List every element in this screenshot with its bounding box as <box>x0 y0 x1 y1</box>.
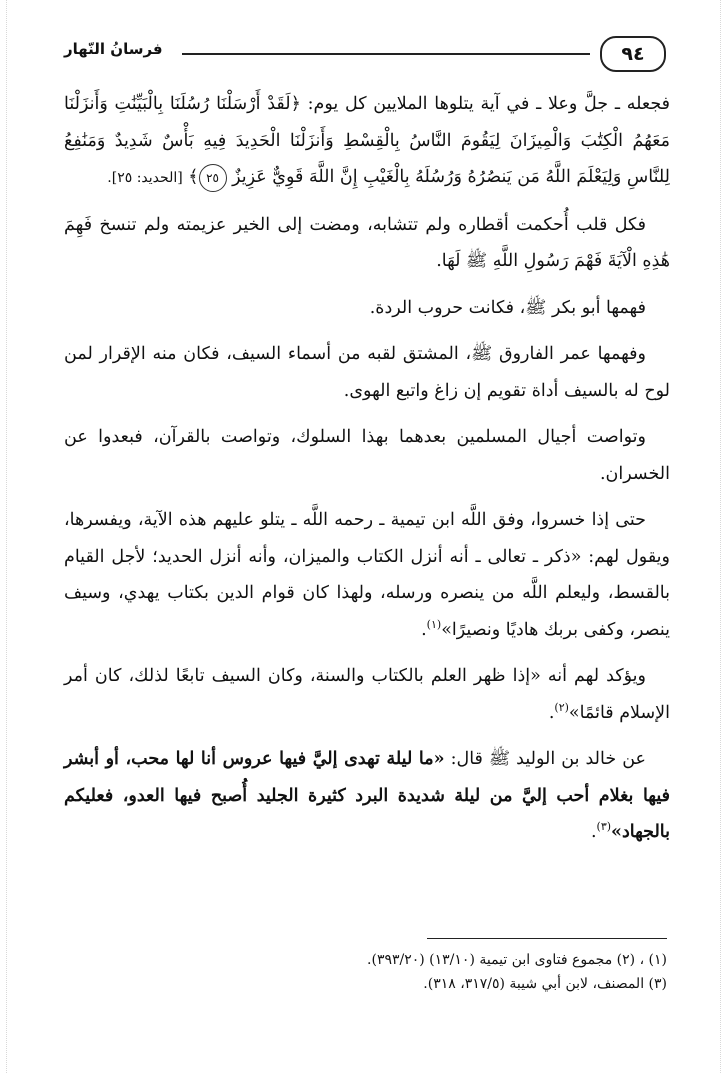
footnotes <box>67 948 667 996</box>
footnote-2: (٣) المصنف، لابن أبي شيبة (٣١٧/٥، ٣١٨). <box>423 976 667 992</box>
paragraph-1-intro: فجعله ـ جلَّ وعلا ـ في آية يتلوها الملايين كل يوم: <box>300 94 670 114</box>
paragraph-4: وفهمها عمر الفاروق ﷺ، المشتق لقبه من أسماء السيف، فكان منه الإقرار لمن لوح له بالسيف أداة تقويم إن زاغ واتبع الهوى. <box>64 344 670 401</box>
page-number-badge <box>600 36 666 72</box>
paragraph-2-text: فكل قلب أُحكمت أقطاره ولم تتشابه، ومضت إلى الخير عزيمته ولم تنسخ <box>92 214 646 235</box>
paragraph-6-text: حتى إذا خسروا، وفق اللَّه ابن تيمية ـ رحمه اللَّه ـ يتلو عليهم هذه الآية، ويفسرها، ويقول لهم: «ذكر ـ تعالى ـ أنه أنزل الكتاب والميزان، وأنه أنزل الحديد؛ لأجل القيام بالقسط، وليعلم اللَّه من ينصره ورسله، ولهذا كان قوام الدين بكتاب يهدي، وسيف ينصر، وكفى بربك هاديًا ونصيرًا» <box>64 510 670 640</box>
page-body <box>64 86 670 861</box>
book-title: فرسانُ النّهار <box>64 40 163 58</box>
paragraph-3: فهمها أبو بكر ﷺ، فكانت حروب الردة. <box>369 297 646 318</box>
footnote-marker-1: (١) <box>426 617 442 631</box>
paragraph-5: وتواصت أجيال المسلمين بعدهما بهذا السلوك، وتواصت بالقرآن، فبعدوا عن الخسران. <box>64 427 670 484</box>
footnote-marker-3: (٣) <box>596 820 612 834</box>
paragraph-8-intro: عن خالد بن الوليد ﷺ قال: <box>444 749 646 769</box>
header-rule <box>182 53 590 55</box>
paragraph-1 <box>64 86 670 197</box>
paragraph-7-text: ويؤكد لهم أنه «إذا ظهر العلم بالكتاب والسنة، وكان السيف تابعًا لذلك، كان أمر الإسلام قائمًا» <box>64 666 670 723</box>
left-page-edge <box>6 0 7 1073</box>
footnote-1: (١) ، (٢) مجموع فتاوى ابن تيمية (١٣/١٠) (٣٩٣/٢٠). <box>367 952 667 968</box>
paragraph-2 <box>64 207 670 280</box>
paragraph-7: ويؤكد لهم أنه «إذا ظهر العلم بالكتاب والسنة، وكان السيف تابعًا لذلك، كان أمر الإسلام قائمًا»$^{(٢)}$. <box>64 666 670 723</box>
paragraph-8 <box>64 741 670 851</box>
verse-reference: [الحديد: ٢٥]. <box>107 170 183 186</box>
footnote-rule <box>427 938 667 939</box>
quran-close-bracket: ﴾ <box>188 167 199 187</box>
quran-verse: ﴿لَقَدْ أَرْسَلْنَا رُسُلَنَا بِالْبَيِّنَٰتِ وَأَنزَلْنَا مَعَهُمُ الْكِتَٰبَ وَالْمِيزَانَ لِيَقُومَ النَّاسُ بِالْقِسْطِ وَأَنزَلْنَا الْحَدِيدَ فِيهِ بَأْسٌ شَدِيدٌ وَمَنَٰفِعُ لِلنَّاسِ وَلِيَعْلَمَ اللَّهُ مَن يَنصُرُهُ وَرُسُلَهُ بِالْغَيْبِ إِنَّ اللَّهَ قَوِيٌّ عَزِيزٌ <box>64 94 670 187</box>
khalid-quote: «ما ليلة تهدى إليَّ فيها عروس أنا لها محب، أو أبشر فيها بغلام أحب إليَّ من ليلة شديدة البرد كثيرة الجليد أُصبح فيها العدو، فعليكم بالجهاد» <box>64 749 670 842</box>
page-header <box>64 36 666 72</box>
right-page-edge <box>720 0 721 1073</box>
paragraph-8-end: . <box>590 822 597 842</box>
paragraph-6: حتى إذا خسروا، وفق اللَّه ابن تيمية ـ رحمه اللَّه ـ يتلو عليهم هذه الآية، ويفسرها، ويقول لهم: «ذكر ـ تعالى ـ أنه أنزل الكتاب والميزان، وأنه أنزل الحديد؛ لأجل القيام بالقسط، وليعلم اللَّه من ينصره ورسله، ولهذا كان قوام الدين بكتاب يهدي، وسيف ينصر، وكفى بربك هاديًا ونصيرًا»$^{(١)}$. <box>64 510 670 640</box>
footnote-marker-2: (٢) <box>554 700 569 714</box>
paragraph-2-quran: فَهِمَ هَٰذِهِ الْآيَةَ فَهْمَ رَسُولِ اللَّهِ ﷺ لَهَا. <box>64 214 670 271</box>
page-number: ٩٤ <box>621 43 645 65</box>
verse-number-icon: ٢٥ <box>199 164 227 192</box>
